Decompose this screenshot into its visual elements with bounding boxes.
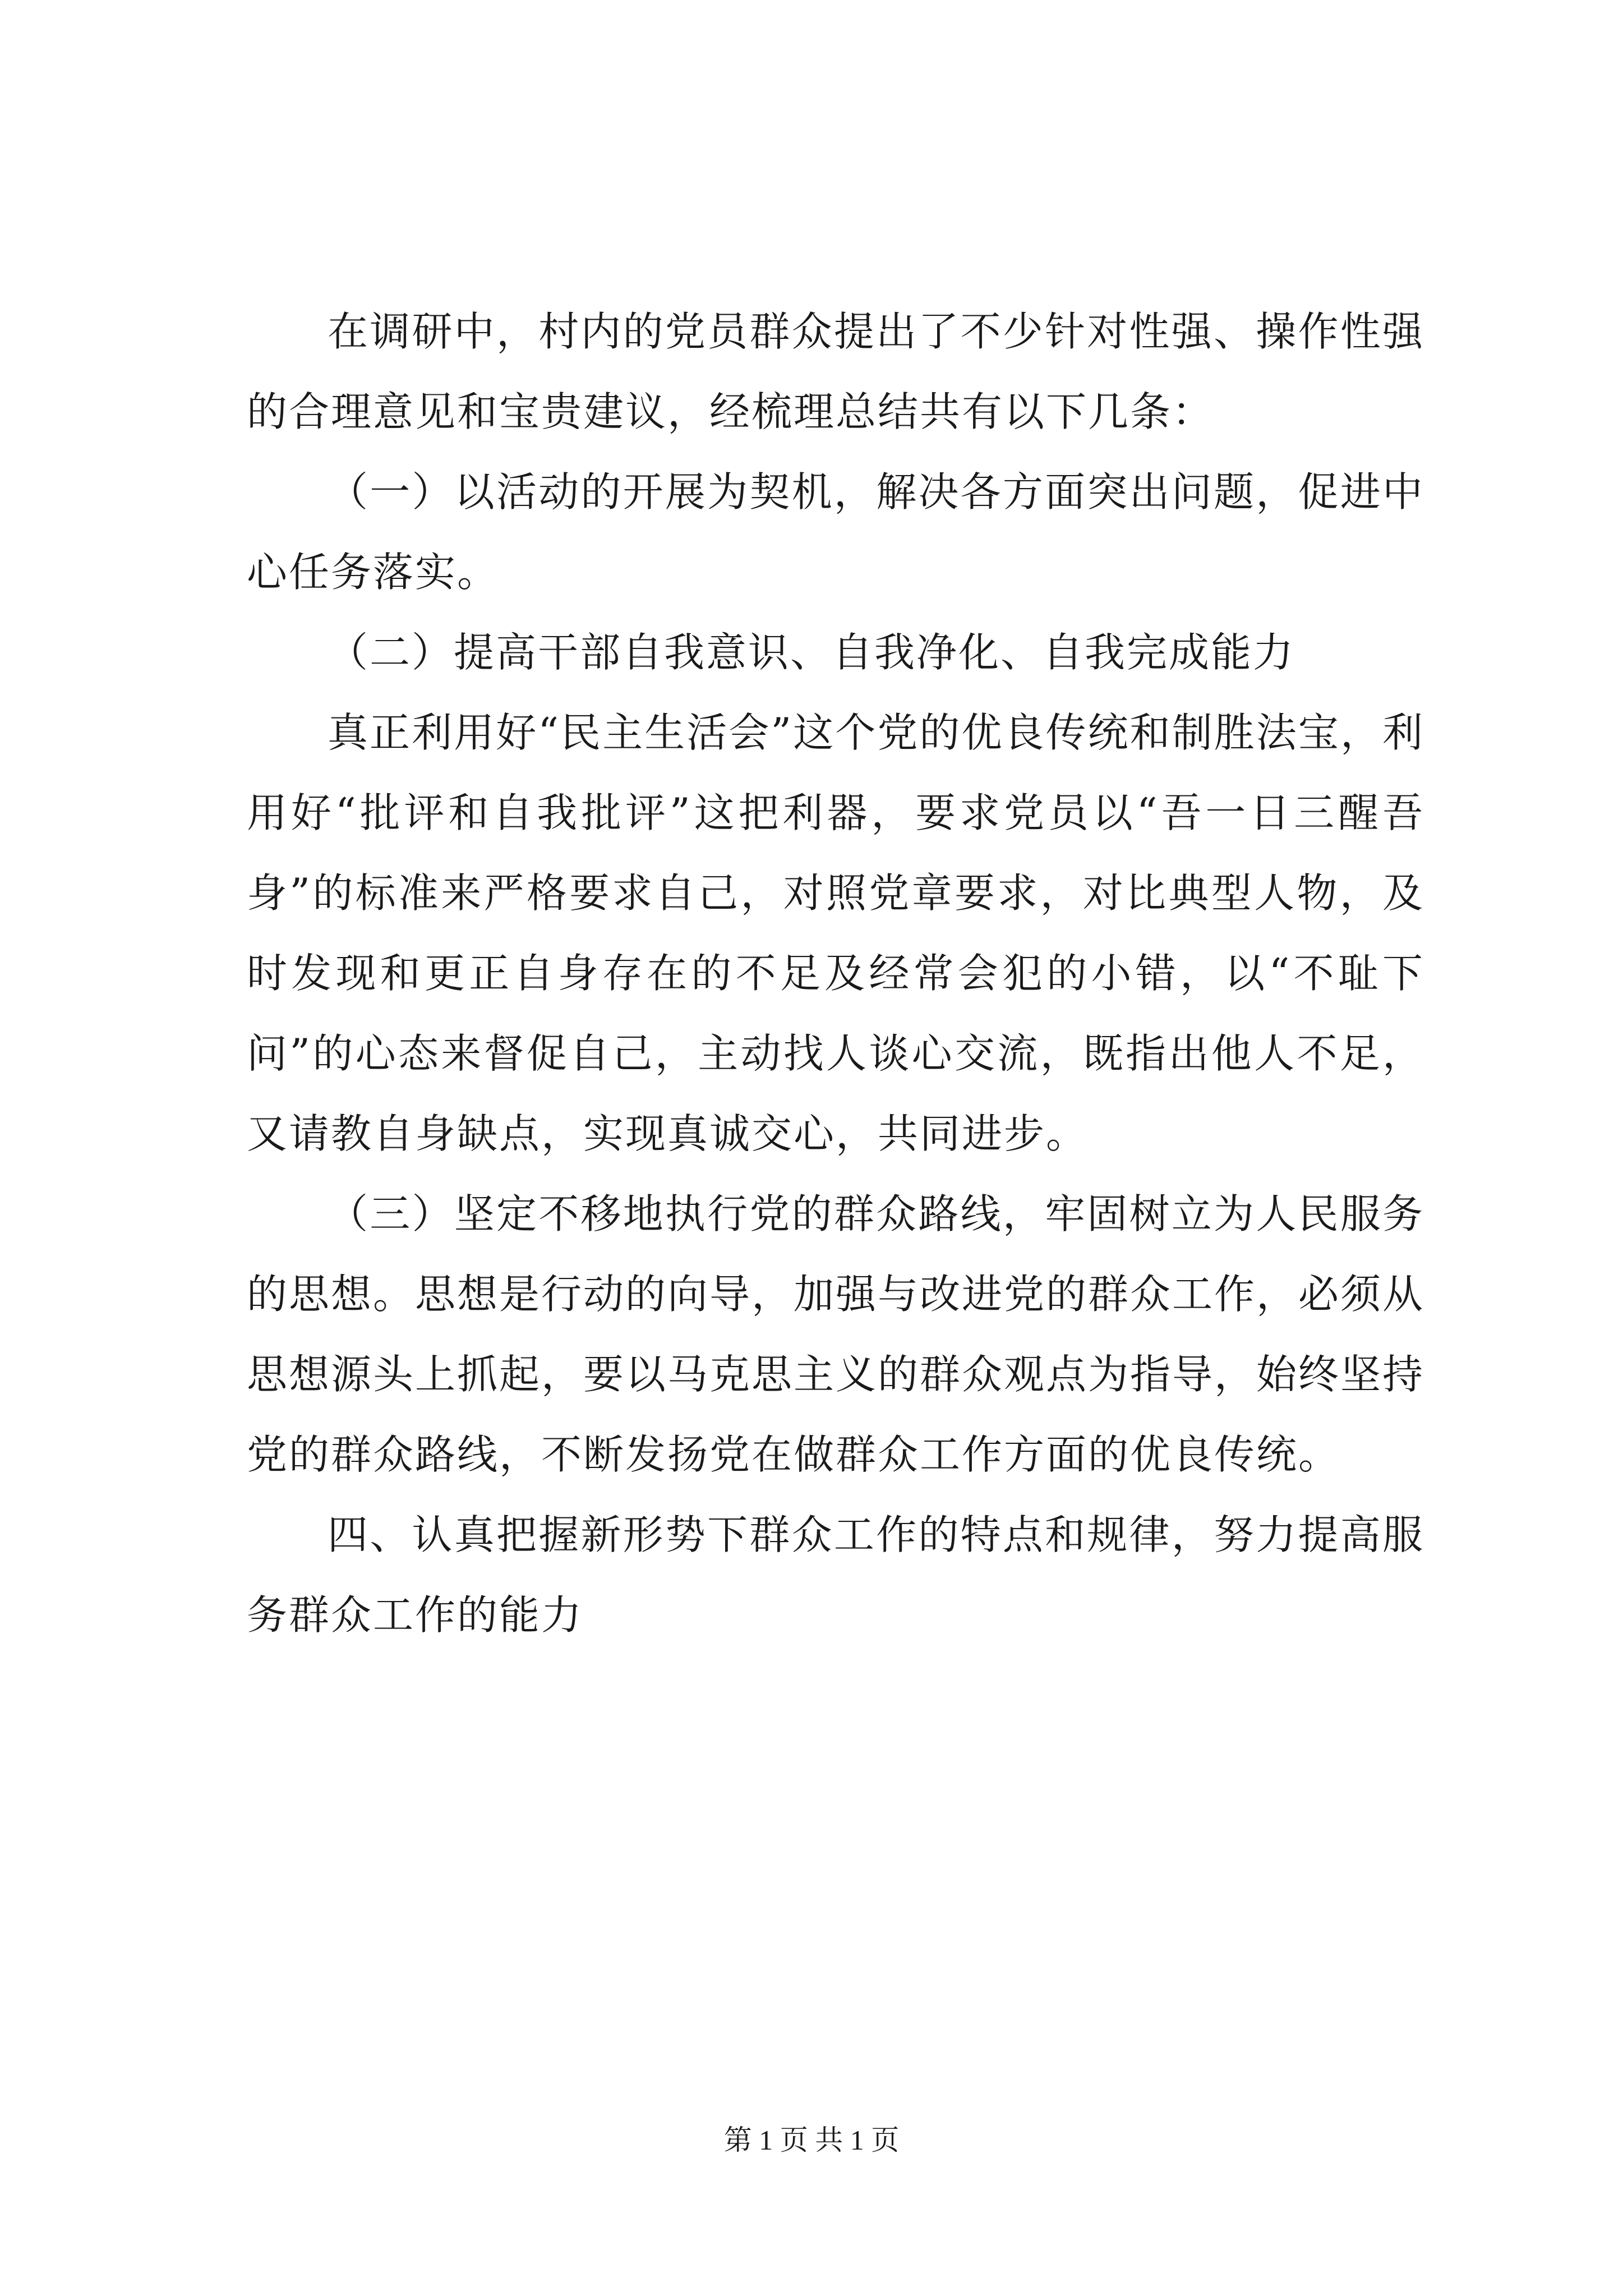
paragraph-item-3: （三）坚定不移地执行党的群众路线，牢固树立为人民服务的思想。思想是行动的向导，加强与改进党的群众工作，必须从思想源头上抓起，要以马克思主义的群众观点为指导，始终坚持党的群众路线，不断发扬党在做群众工作方面的优良传统。	[247, 1190, 1425, 1478]
paragraph-item-2-heading: （二）提高干部自我意识、自我净化、自我完成能力	[328, 629, 1295, 676]
paragraph-intro: 在调研中，村内的党员群众提出了不少针对性强、操作性强的合理意见和宝贵建议，经梳理总结共有以下几条：	[247, 308, 1424, 435]
document-body	[247, 292, 1424, 1655]
paragraph-item-2-body: 真正利用好“民主生活会”这个党的优良传统和制胜法宝，利用好“批评和自我批评”这把利器，要求党员以“吾一日三醒吾身”的标准来严格要求自己，对照党章要求，对比典型人物，及时发现和更正自身存在的不足及经常会犯的小错，以“不耻下问”的心态来督促自己，主动找人谈心交流，既指出他人不足，又请教自身缺点，实现真诚交心，共同进步。	[247, 709, 1424, 1157]
paragraph-item-1: （一）以活动的开展为契机，解决各方面突出问题，促进中心任务落实。	[247, 468, 1424, 596]
page-footer: 第 1 页 共 1 页	[723, 2124, 900, 2156]
paragraph-section-4: 四、认真把握新形势下群众工作的特点和规律，努力提高服务群众工作的能力	[247, 1511, 1424, 1639]
